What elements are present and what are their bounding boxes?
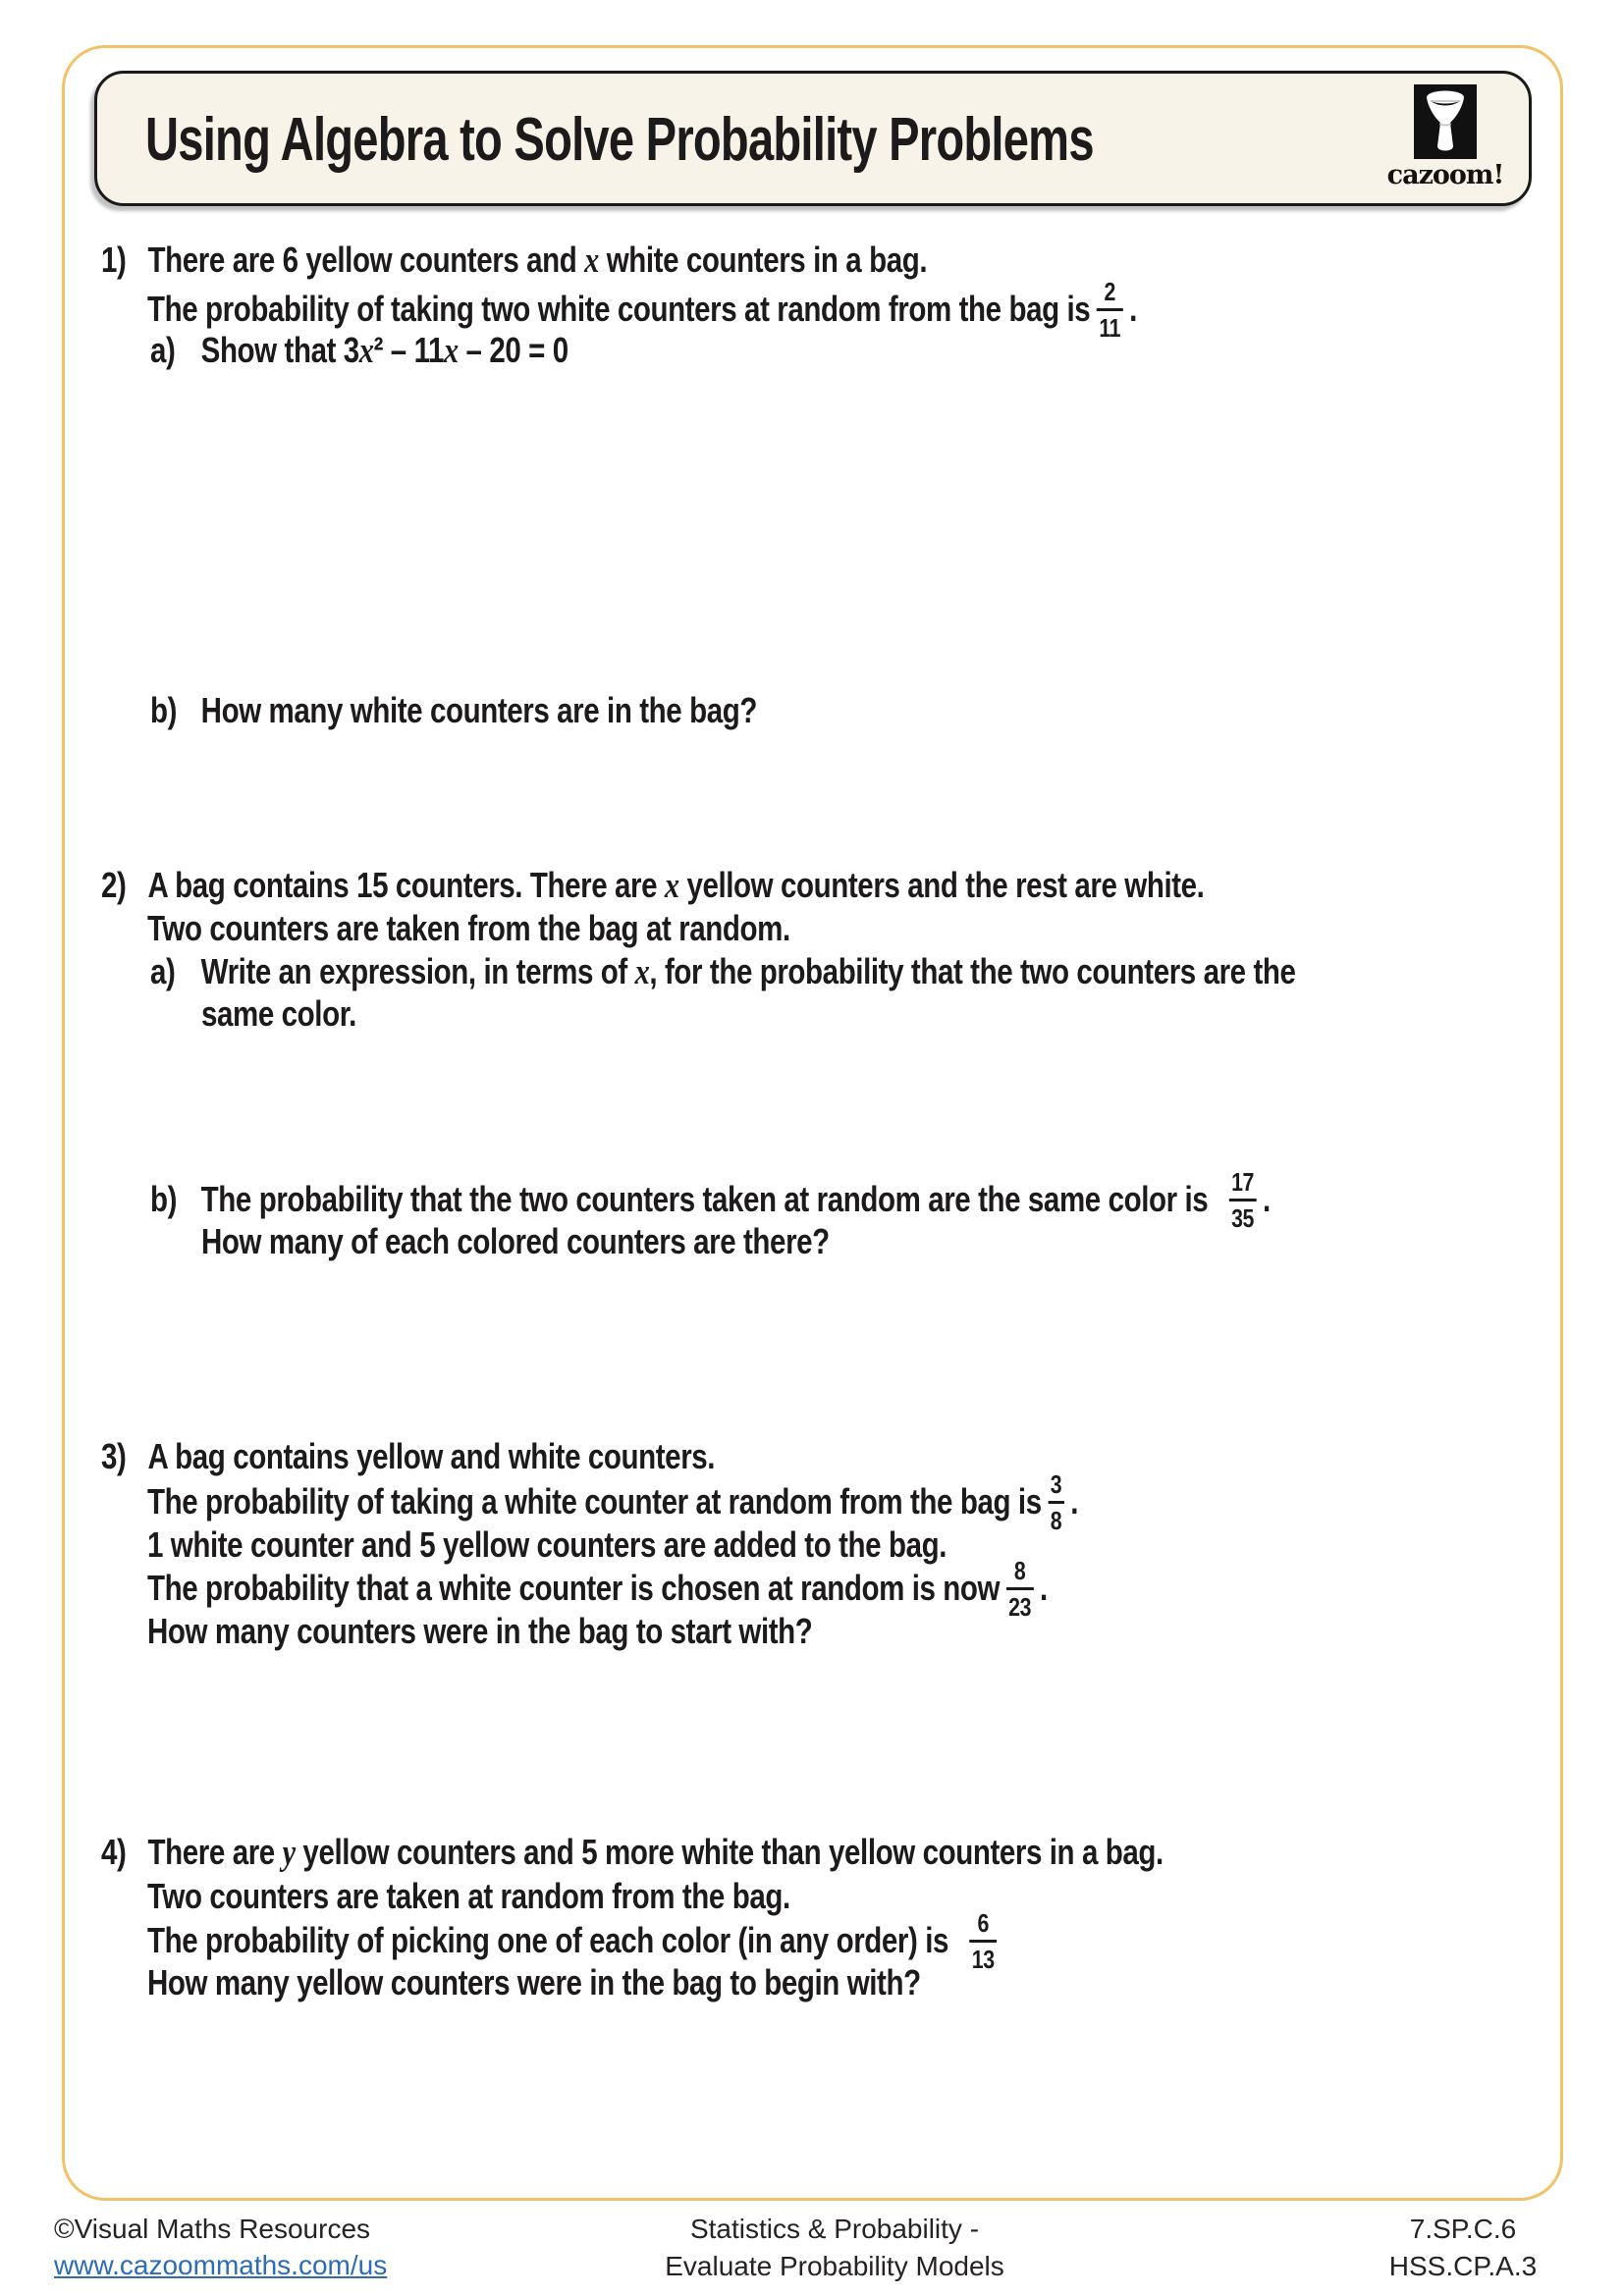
variable-x: x bbox=[358, 331, 374, 371]
q2-part-a-cont bbox=[201, 992, 356, 1036]
q2-part-b bbox=[150, 1166, 1271, 1233]
q1-part-b-label: b) bbox=[150, 690, 178, 730]
footer-standard-2: HSS.CP.A.3 bbox=[1388, 2251, 1538, 2281]
q4-line-3 bbox=[147, 1907, 1003, 1974]
fraction-2-11: $\frac{2}{11}$ bbox=[1097, 288, 1123, 331]
variable-y: y bbox=[282, 1833, 296, 1873]
q2-line-2 bbox=[147, 907, 790, 950]
fraction-3-8: $\frac{3}{8}$ bbox=[1048, 1480, 1063, 1523]
variable-x: x bbox=[664, 866, 679, 906]
q2-part-a-cont-text: same color. bbox=[201, 993, 356, 1034]
page-title: Using Algebra to Solve Probability Problems bbox=[145, 106, 1094, 174]
q3-line-4-period: . bbox=[1040, 1568, 1048, 1608]
q2-line-1 bbox=[101, 864, 1204, 907]
footer-left bbox=[54, 2211, 387, 2283]
q2-part-b-cont bbox=[201, 1220, 830, 1263]
q2-part-b-text: The probability that the two counters taken at random are the same color is bbox=[200, 1179, 1209, 1219]
q2-number: 2) bbox=[101, 865, 127, 905]
fraction-6-13: $\frac{6}{13}$ bbox=[969, 1919, 997, 1962]
q3-line-3 bbox=[147, 1523, 947, 1567]
q2-part-b-period: . bbox=[1262, 1179, 1271, 1219]
q1-part-b-text: How many white counters are in the bag? bbox=[200, 690, 757, 730]
q3-line-2-period: . bbox=[1070, 1481, 1078, 1522]
footer-topic-line1: Statistics & Probability - bbox=[689, 2214, 980, 2244]
q1-line-2-period: . bbox=[1129, 289, 1137, 329]
q4-line-2 bbox=[147, 1875, 790, 1918]
q1-part-a-label: a) bbox=[150, 330, 176, 370]
q3-line-1 bbox=[101, 1435, 715, 1478]
footer-standard-1: 7.SP.C.6 bbox=[1409, 2214, 1517, 2244]
q2-part-a bbox=[150, 950, 1296, 993]
q1-number: 1) bbox=[101, 240, 127, 280]
q1-line-1-text: There are 6 yellow counters and x white counters in a bag. bbox=[147, 240, 928, 281]
q3-line-4 bbox=[147, 1555, 1048, 1622]
q3-number: 3) bbox=[101, 1436, 127, 1476]
footer-right bbox=[1360, 2211, 1566, 2285]
cazoom-logo bbox=[1386, 84, 1504, 190]
footer-center bbox=[491, 2211, 1178, 2285]
footer-copyright: ©Visual Maths Resources bbox=[54, 2214, 371, 2244]
q1-line-1 bbox=[101, 239, 927, 282]
djembe-drum-icon bbox=[1414, 84, 1477, 159]
q1-part-b bbox=[150, 689, 757, 732]
fraction-17-35: $\frac{17}{35}$ bbox=[1229, 1178, 1257, 1221]
q3-line-4-text: The probability that a white counter is chosen at random is now bbox=[147, 1568, 1001, 1608]
q3-line-2-text: The probability of taking a white counter at random from the bag is bbox=[147, 1481, 1042, 1522]
q2-part-b-label: b) bbox=[150, 1179, 178, 1219]
q4-line-2-text: Two counters are taken at random from the bag. bbox=[147, 1876, 790, 1916]
footer-topic-line2: Evaluate Probability Models bbox=[665, 2251, 1004, 2281]
variable-x: x bbox=[584, 240, 599, 281]
q2-part-a-text: Write an expression, in terms of x, for the probability that the two counters are the bbox=[200, 951, 1296, 992]
logo-wordmark: cazoom! bbox=[1386, 160, 1504, 190]
q4-number: 4) bbox=[101, 1832, 127, 1872]
variable-x: x bbox=[634, 952, 650, 992]
q4-line-4 bbox=[147, 1961, 921, 2004]
q3-line-5-text: How many counters were in the bag to start with? bbox=[147, 1611, 813, 1651]
q2-part-b-cont-text: How many of each colored counters are there? bbox=[201, 1221, 830, 1261]
variable-x: x bbox=[443, 331, 459, 371]
q3-line-3-text: 1 white counter and 5 yellow counters are added to the bag. bbox=[147, 1524, 947, 1565]
footer-website-link[interactable]: www.cazoommaths.com/us bbox=[54, 2250, 388, 2280]
q1-part-a-text: Show that 3x² – 11x – 20 = 0 bbox=[200, 330, 568, 371]
q1-line-2-text: The probability of taking two white counters at random from the bag is bbox=[147, 289, 1091, 329]
q3-line-5 bbox=[147, 1610, 812, 1653]
q4-line-3-text: The probability of picking one of each color (in any order) is bbox=[147, 1920, 949, 1960]
q1-line-2 bbox=[147, 276, 1137, 343]
q4-line-1 bbox=[101, 1831, 1164, 1874]
q1-part-a bbox=[150, 329, 568, 372]
q2-line-2-text: Two counters are taken from the bag at random. bbox=[147, 908, 790, 948]
fraction-8-23: $\frac{8}{23}$ bbox=[1006, 1567, 1034, 1610]
q4-line-1-text: There are y yellow counters and 5 more white than yellow counters in a bag. bbox=[147, 1832, 1164, 1873]
q2-part-a-label: a) bbox=[150, 951, 176, 991]
q2-line-1-text: A bag contains 15 counters. There are x yellow counters and the rest are white. bbox=[147, 865, 1205, 906]
q4-line-4-text: How many yellow counters were in the bag to begin with? bbox=[147, 1962, 921, 2002]
q3-line-1-text: A bag contains yellow and white counters. bbox=[147, 1436, 716, 1476]
q3-line-2 bbox=[147, 1468, 1078, 1535]
